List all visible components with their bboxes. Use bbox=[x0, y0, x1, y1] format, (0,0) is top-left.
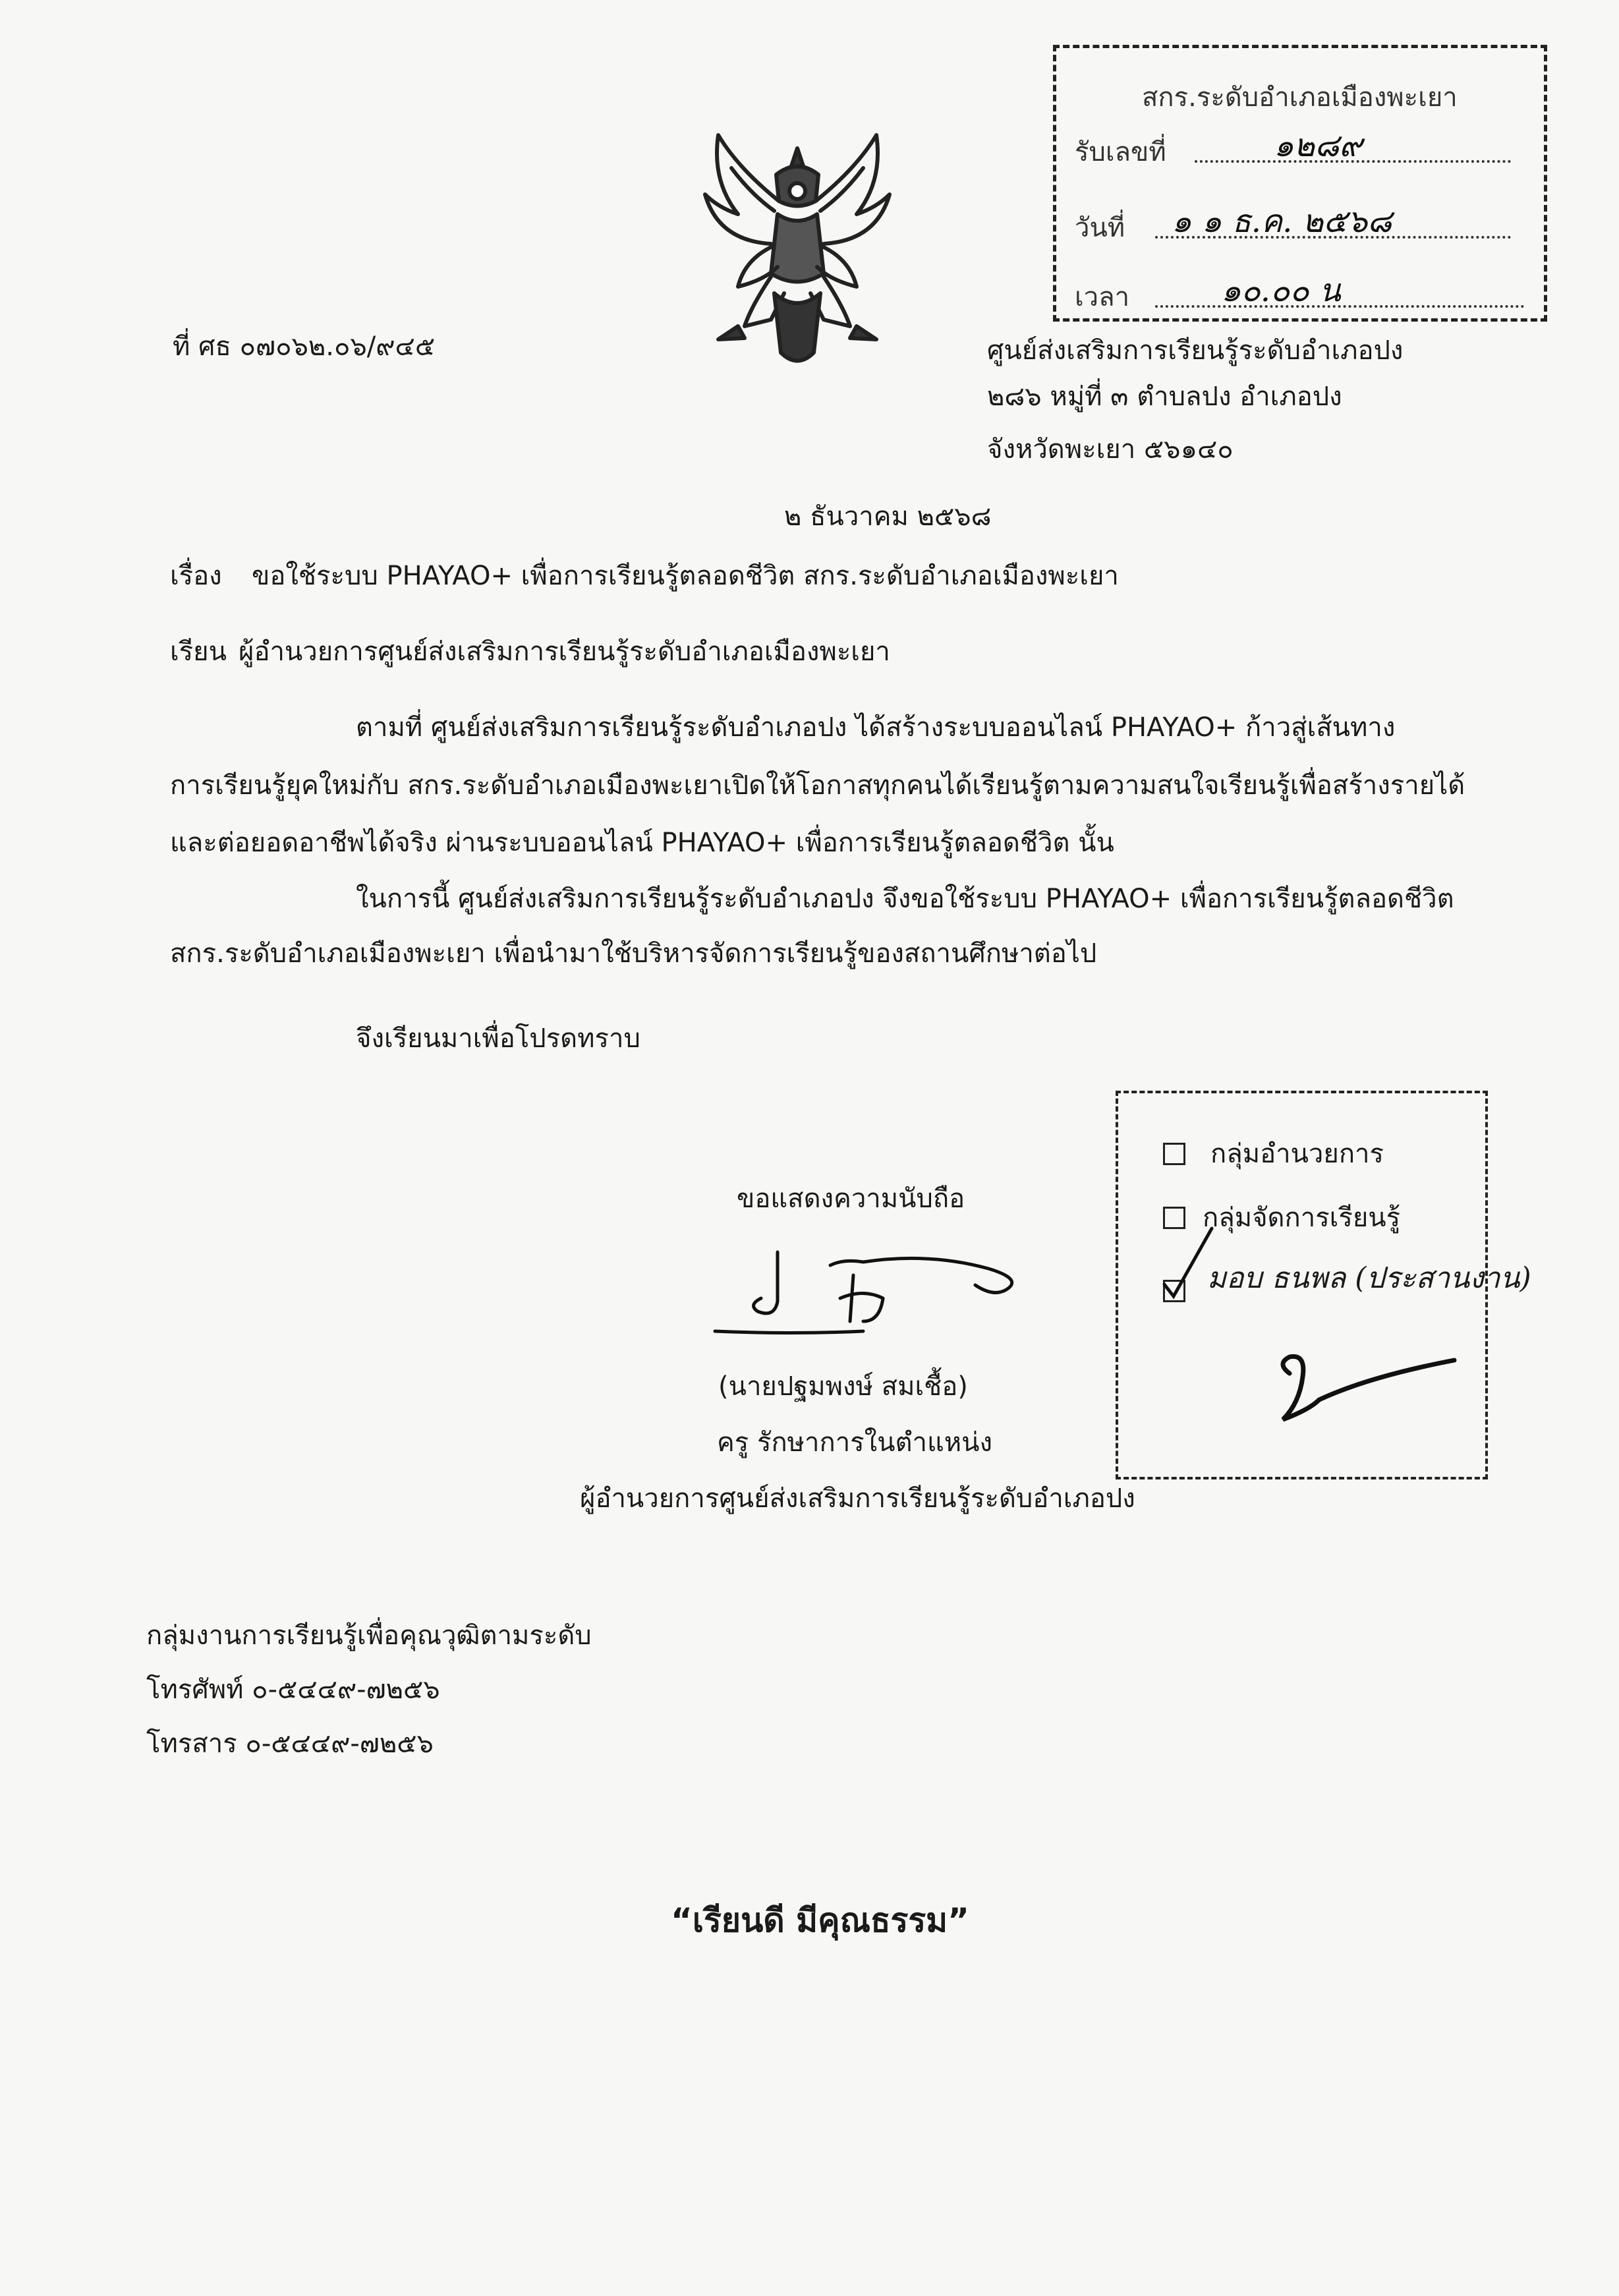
sender-line-1: ศูนย์ส่งเสริมการเรียนรู้ระดับอำเภอปง bbox=[987, 335, 1404, 366]
sender-line-3: จังหวัดพะเยา ๕๖๑๔๐ bbox=[987, 434, 1234, 465]
signer-role-2: ผู้อำนวยการศูนย์ส่งเสริมการเรียนรู้ระดับอำเภอปง bbox=[580, 1483, 1135, 1514]
footer-fax: โทรสาร ๐-๕๔๔๙-๗๒๕๖ bbox=[146, 1729, 434, 1759]
signer-role-1: ครู รักษาการในตำแหน่ง bbox=[717, 1427, 992, 1458]
to-text: ผู้อำนวยการศูนย์ส่งเสริมการเรียนรู้ระดับอำเภอเมืองพะเยา bbox=[239, 637, 890, 667]
sender-line-2: ๒๘๖ หมู่ที่ ๓ ตำบลปง อำเภอปง bbox=[987, 382, 1342, 412]
letter-date: ๒ ธันวาคม ๒๕๖๘ bbox=[784, 502, 992, 532]
routing-option-1: กลุ่มอำนวยการ bbox=[1210, 1139, 1384, 1169]
signer-name: (นายปฐมพงษ์ สมเชื้อ) bbox=[718, 1371, 968, 1402]
footer-phone: โทรศัพท์ ๐-๕๔๔๙-๗๒๕๖ bbox=[146, 1675, 440, 1705]
receive-stamp bbox=[1053, 45, 1547, 322]
body-line-1: ตามที่ ศูนย์ส่งเสริมการเรียนรู้ระดับอำเภอปง ได้สร้างระบบออนไลน์ PHAYAO+ ก้าวสู่เส้นทาง bbox=[356, 712, 1396, 743]
stamp-receipt-label: รับเลขที่ bbox=[1075, 137, 1166, 167]
routing-option-3-handwritten: มอบ ธนพล (ประสานงาน) bbox=[1207, 1261, 1531, 1295]
subject-text: ขอใช้ระบบ PHAYAO+ เพื่อการเรียนรู้ตลอดชีวิต สกร.ระดับอำเภอเมืองพะเยา bbox=[252, 561, 1119, 591]
stamp-date-value: ๑ ๑ ธ.ค. ๒๕๖๘ bbox=[1172, 203, 1392, 240]
closing-request: จึงเรียนมาเพื่อโปรดทราบ bbox=[356, 1023, 640, 1054]
subject-label: เรื่อง bbox=[170, 561, 222, 591]
stamp-header: สกร.ระดับอำเภอเมืองพะเยา bbox=[1142, 82, 1458, 113]
handwritten-signature bbox=[712, 1239, 1028, 1358]
approval-signature bbox=[1270, 1337, 1467, 1436]
reference-number: ที่ ศธ ๐๗๐๖๒.๐๖/๙๔๕ bbox=[173, 331, 436, 362]
stamp-time-label: เวลา bbox=[1075, 282, 1130, 312]
to-label: เรียน bbox=[170, 637, 227, 667]
stamp-receipt-number: ๑๒๘๙ bbox=[1274, 127, 1363, 164]
body-line-5: สกร.ระดับอำเภอเมืองพะเยา เพื่อนำมาใช้บริหารจัดการเรียนรู้ของสถานศึกษาต่อไป bbox=[170, 938, 1097, 969]
motto: “เรียนดี มีคุณธรรม” bbox=[671, 1901, 970, 1939]
stamp-date-label: วันที่ bbox=[1075, 213, 1125, 243]
body-line-2: การเรียนรู้ยุคใหม่กับ สกร.ระดับอำเภอเมืองพะเยาเปิดให้โอกาสทุกคนได้เรียนรู้ตามความสนใจเรียนรู้เพื่อสร้างรายได้ bbox=[170, 770, 1465, 801]
salutation: ขอแสดงความนับถือ bbox=[737, 1184, 965, 1214]
footer-department: กลุ่มงานการเรียนรู้เพื่อคุณวุฒิตามระดับ bbox=[146, 1621, 592, 1651]
body-line-3: และต่อยอดอาชีพได้จริง ผ่านระบบออนไลน์ PHAYAO+ เพื่อการเรียนรู้ตลอดชีวิต นั้น bbox=[170, 828, 1114, 858]
routing-box bbox=[1116, 1091, 1531, 1479]
stamp-time-value: ๑๐.๐๐ น bbox=[1221, 272, 1341, 309]
routing-option-2: กลุ่มจัดการเรียนรู้ bbox=[1203, 1203, 1401, 1233]
body-line-4: ในการนี้ ศูนย์ส่งเสริมการเรียนรู้ระดับอำเภอปง จึงขอใช้ระบบ PHAYAO+ เพื่อการเรียนรู้ตลอดชีวิต bbox=[356, 884, 1454, 914]
garuda-emblem-icon bbox=[698, 129, 896, 372]
checkbox-icon[interactable] bbox=[1163, 1143, 1185, 1165]
